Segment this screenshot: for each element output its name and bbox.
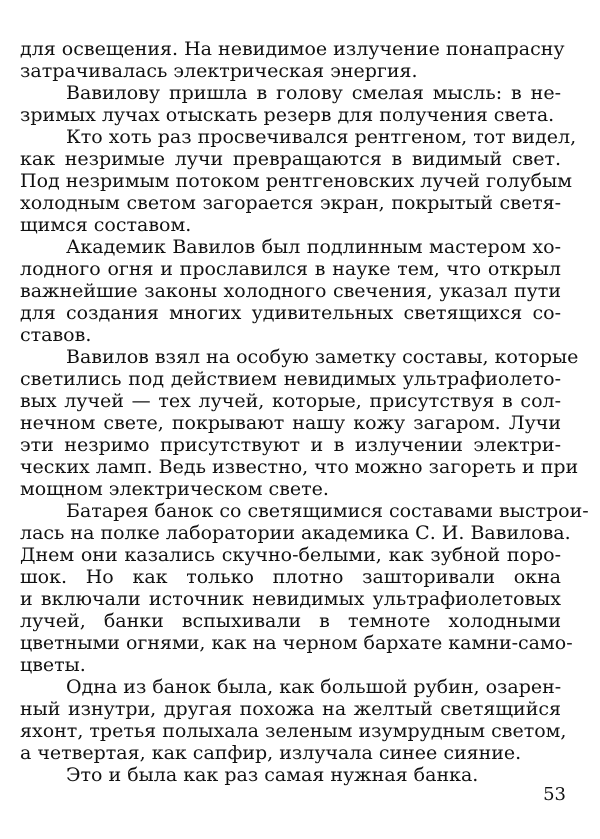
text-line: ставов.	[20, 324, 92, 346]
text-line: зримых лучах отыскать резерв для получения света.	[20, 104, 555, 126]
text-line: Днем они казались скучно-белыми, как зубной поро-	[20, 544, 561, 566]
text-line: мощном электрическом свете.	[20, 478, 329, 500]
text-line: Академик Вавилов был подлинным мастером хо-	[66, 236, 561, 258]
text-line: эти незримо присутствуют и в излучении электри-	[20, 434, 561, 456]
text-line: Вавилов взял на особую заметку составы, которые	[66, 346, 579, 368]
text-line: холодным светом загорается экран, покрытый светя-	[20, 192, 561, 214]
text-line: затрачивалась электрическая энергия.	[20, 60, 418, 82]
text-line: щимся составом.	[20, 214, 192, 236]
page-number: 53	[543, 784, 566, 805]
text-line: цветы.	[20, 654, 86, 676]
text-line: Это и была как раз самая нужная банка.	[66, 764, 479, 786]
text-line: шок. Но как только плотно зашторивали окна	[20, 566, 561, 588]
text-line: для освещения. На невидимое излучение понапрасну	[20, 38, 565, 60]
text-line: цветными огнями, как на черном бархате камни-само-	[20, 632, 573, 654]
text-line: ный изнутри, другая похожа на желтый светящийся	[20, 698, 561, 720]
text-line: как незримые лучи превращаются в видимый свет.	[20, 148, 561, 170]
text-line: вых лучей — тех лучей, которые, присутствуя в сол-	[20, 390, 561, 412]
text-line: Вавилову пришла в голову смелая мысль: в не-	[66, 82, 561, 104]
text-line: для создания многих удивительных светящихся со-	[20, 302, 561, 324]
text-line: нечном свете, покрывают нашу кожу загаром. Лучи	[20, 412, 561, 434]
text-line: лась на полке лаборатории академика С. И. Вавилова.	[20, 522, 571, 544]
text-line: ческих ламп. Ведь известно, что можно загореть и при	[20, 456, 579, 478]
text-line: Одна из банок была, как большой рубин, озарен-	[66, 676, 562, 698]
text-line: важнейшие законы холодного свечения, указал пути	[20, 280, 561, 302]
text-line: Батарея банок со светящимися составами выстрои-	[66, 500, 589, 522]
text-line: Под незримым потоком рентгеновских лучей голубым	[20, 170, 573, 192]
text-line: светились под действием невидимых ультрафиолето-	[20, 368, 561, 390]
text-line: и включали источник невидимых ультрафиолетовых	[20, 588, 561, 610]
text-line: Кто хоть раз просвечивался рентгеном, тот видел,	[66, 126, 577, 148]
text-line: яхонт, третья полыхала зеленым изумрудным светом,	[20, 720, 567, 742]
text-line: лучей, банки вспыхивали в темноте холодными	[20, 610, 561, 632]
text-line: а четвертая, как сапфир, излучала синее сияние.	[20, 742, 522, 764]
text-line: лодного огня и прославился в науке тем, что открыл	[20, 258, 561, 280]
